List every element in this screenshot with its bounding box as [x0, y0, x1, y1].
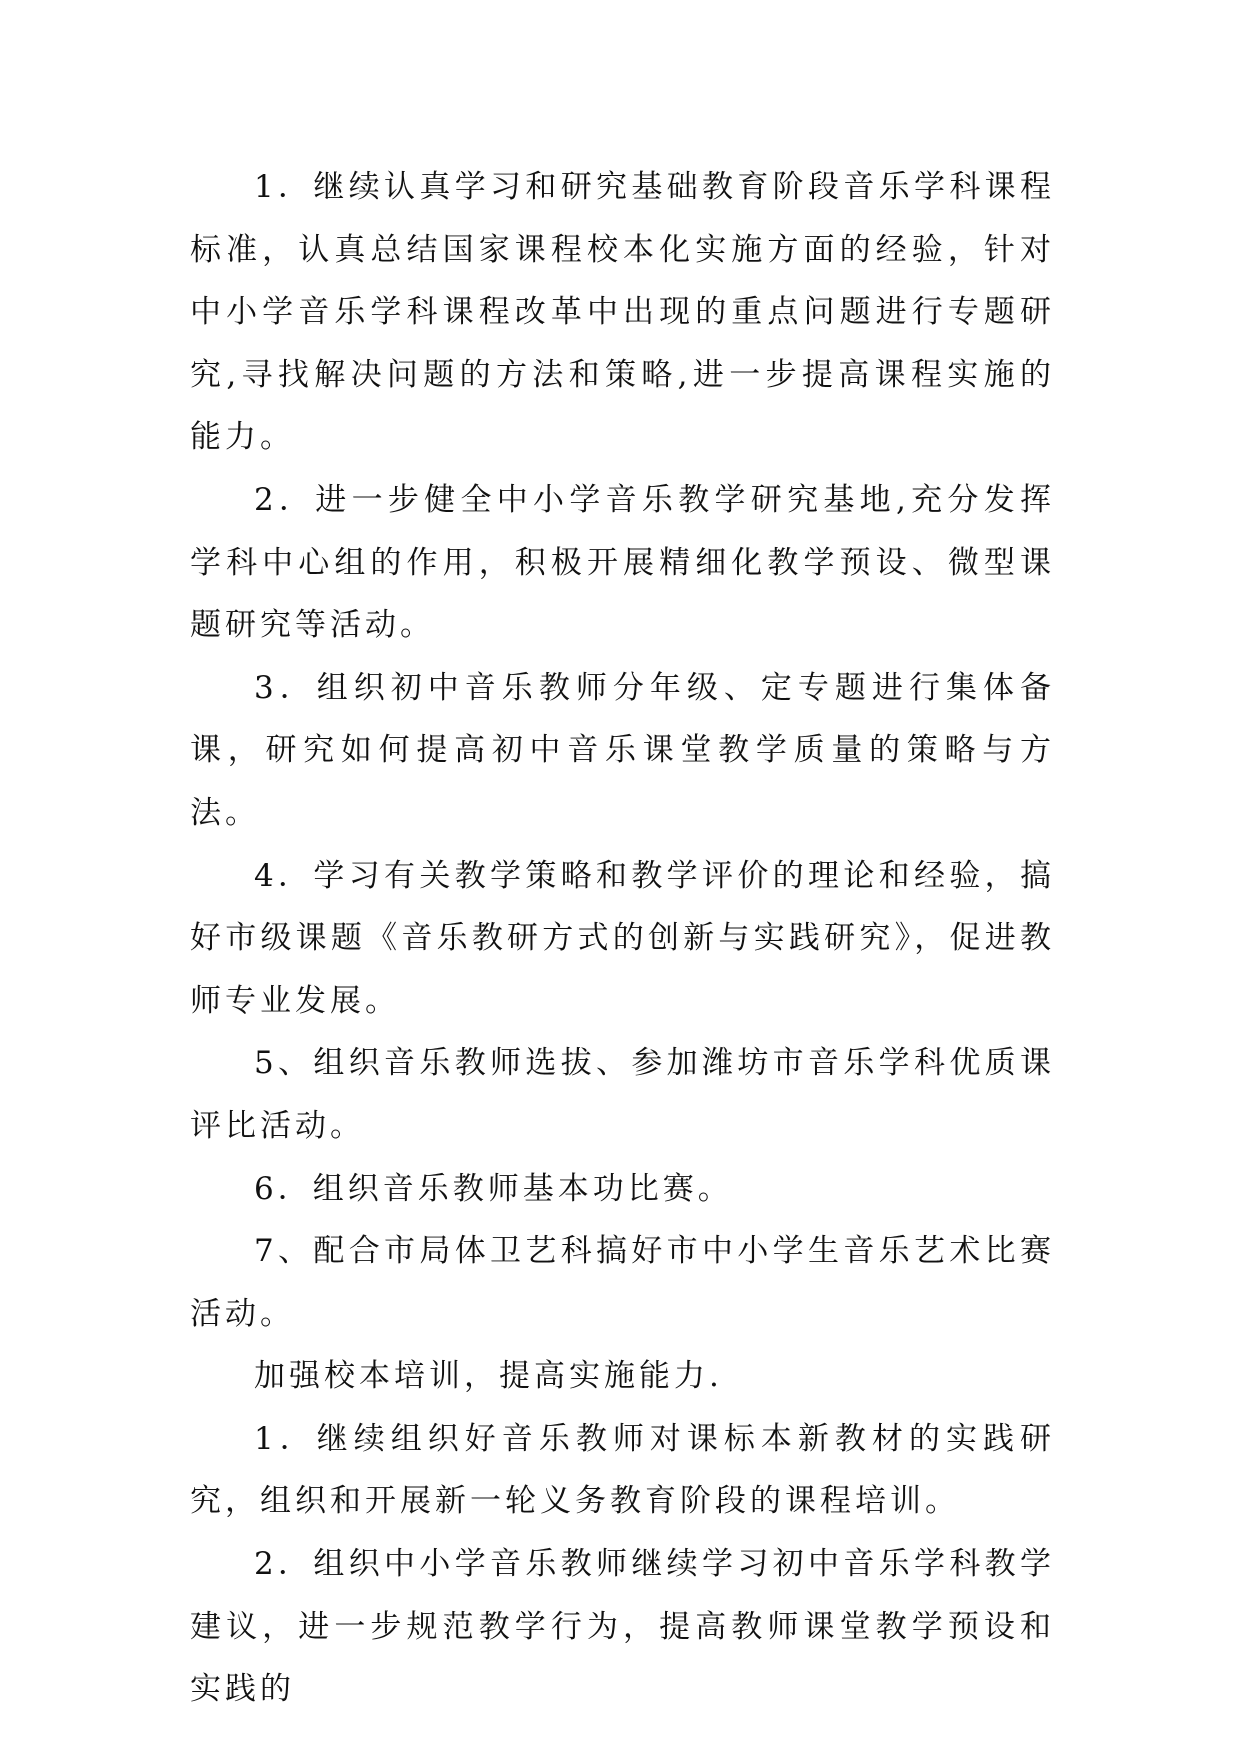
paragraph-3: 3．组织初中音乐教师分年级、定专题进行集体备课，研究如何提高初中音乐课堂教学质量的策略与方法。 — [190, 669, 1055, 831]
paragraph-4: 4．学习有关教学策略和教学评价的理论和经验，搞好市级课题《音乐教研方式的创新与实践研究》，促进教师专业发展。 — [190, 857, 1055, 1019]
document-body — [190, 156, 1055, 1721]
paragraph-7: 7、配合市局体卫艺科搞好市中小学生音乐艺术比赛活动。 — [190, 1233, 1055, 1332]
paragraph-1: 1．继续认真学习和研究基础教育阶段音乐学科课程标准，认真总结国家课程校本化实施方面的经验，针对中小学音乐学科课程改革中出现的重点问题进行专题研究,寻找解决问题的方法和策略,进一步提高课程实施的能力。 — [190, 169, 1055, 456]
paragraph-2: 2．进一步健全中小学音乐教学研究基地,充分发挥学科中心组的作用，积极开展精细化教学预设、微型课题研究等活动。 — [190, 481, 1055, 644]
paragraph-9: 1．继续组织好音乐教师对课标本新教材的实践研究，组织和开展新一轮义务教育阶段的课程培训。 — [190, 1420, 1055, 1520]
paragraph-6: 6．组织音乐教师基本功比赛。 — [254, 1170, 733, 1207]
section-heading: 加强校本培训，提高实施能力. — [254, 1358, 723, 1395]
paragraph-10: 2．组织中小学音乐教师继续学习初中音乐学科教学建议，进一步规范教学行为，提高教师课堂教学预设和实践的 — [190, 1546, 1055, 1708]
paragraph-5: 5、组织音乐教师选拔、参加潍坊市音乐学科优质课评比活动。 — [190, 1045, 1055, 1144]
